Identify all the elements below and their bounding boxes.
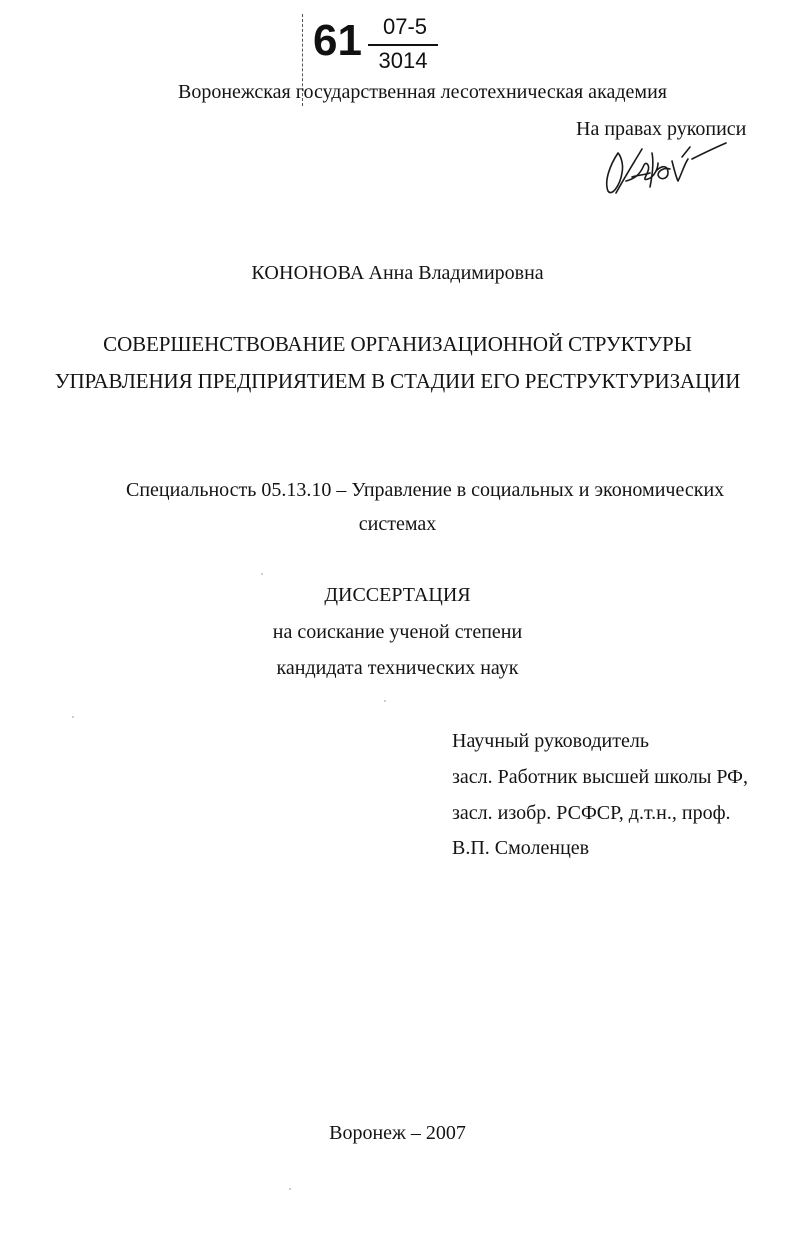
- scan-speck: [289, 1188, 291, 1190]
- supervisor-title-1: засл. Работник высшей школы РФ,: [452, 766, 748, 788]
- stamp-number: 61: [313, 16, 362, 65]
- stamp-denominator: 3014: [378, 48, 428, 73]
- document-type: ДИССЕРТАЦИЯ: [324, 584, 471, 606]
- author-surname: КОНОНОВА: [251, 262, 365, 284]
- supervisor-role: Научный руководитель: [452, 730, 649, 752]
- institution-name: Воронежская государственная лесотехническая академия: [178, 81, 667, 103]
- author-line: [0, 262, 795, 285]
- stamp-numerator: 07-5: [382, 14, 428, 39]
- author-given-names: Анна Владимировна: [368, 262, 544, 284]
- degree-line-2: кандидата технических наук: [276, 657, 519, 679]
- stamp-fraction-line: [368, 44, 438, 46]
- supervisor-name: В.П. Смоленцев: [452, 837, 590, 859]
- dissertation-title-line-1: СОВЕРШЕНСТВОВАНИЕ ОРГАНИЗАЦИОННОЙ СТРУКТУРЫ: [103, 332, 692, 356]
- specialty-line-2: системах: [358, 513, 437, 535]
- scan-speck: [261, 573, 263, 575]
- rights-note: На правах рукописи: [576, 118, 747, 140]
- dissertation-title-line-2: УПРАВЛЕНИЯ ПРЕДПРИЯТИЕМ В СТАДИИ ЕГО РЕСТРУКТУРИЗАЦИИ: [54, 369, 741, 393]
- supervisor-title-2: засл. изобр. РСФСР, д.т.н., проф.: [452, 802, 731, 824]
- scan-speck: [384, 700, 386, 702]
- scan-speck: [72, 716, 74, 718]
- degree-line-1: на соискание ученой степени: [272, 621, 523, 643]
- handwritten-signature: [596, 135, 736, 203]
- specialty-line-1: Специальность 05.13.10 – Управление в социальных и экономических: [126, 479, 725, 501]
- place-and-year: Воронеж – 2007: [329, 1122, 466, 1144]
